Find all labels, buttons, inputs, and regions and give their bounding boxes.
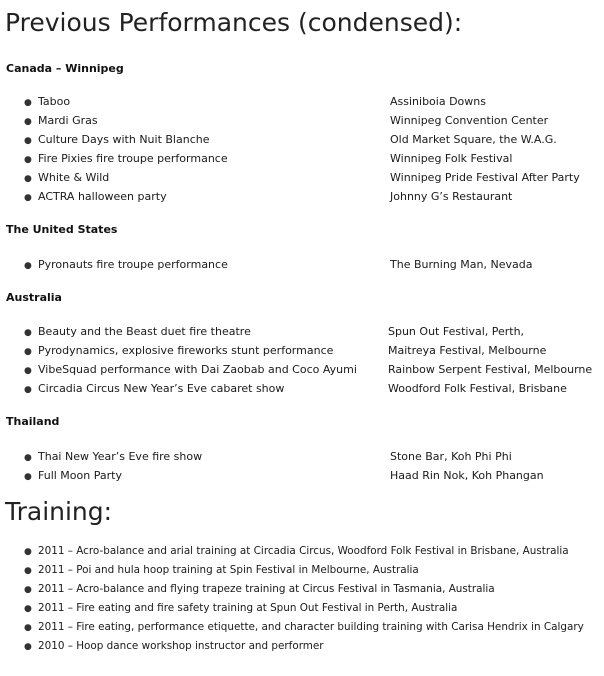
- bullet-icon: ●: [24, 261, 32, 271]
- event-place: Maitreya Festival, Melbourne: [388, 344, 547, 357]
- bullet-icon: ●: [24, 347, 32, 357]
- list-item: [24, 561, 419, 580]
- list-item: [24, 322, 525, 341]
- bullet-icon: ●: [24, 642, 32, 652]
- list-item: [24, 618, 584, 637]
- event-name: Mardi Gras: [38, 114, 98, 127]
- list-item: [24, 130, 557, 149]
- training-heading: Training:: [5, 497, 113, 526]
- bullet-icon: ●: [24, 98, 32, 108]
- event-place: Winnipeg Convention Center: [390, 114, 549, 127]
- training-item: 2011 – Fire eating and fire safety training at Spun Out Festival in Perth, Australia: [38, 602, 458, 614]
- event-place: Winnipeg Folk Festival: [390, 152, 513, 165]
- bullet-icon: ●: [24, 117, 32, 127]
- list-item: [24, 637, 324, 656]
- bullet-icon: ●: [24, 566, 32, 576]
- list-item: [24, 466, 544, 485]
- bullet-icon: ●: [24, 174, 32, 184]
- bullet-icon: ●: [24, 604, 32, 614]
- bullet-icon: ●: [24, 155, 32, 165]
- event-name: Thai New Year’s Eve fire show: [38, 450, 203, 463]
- list-item: [24, 341, 547, 360]
- event-place: Woodford Folk Festival, Brisbane: [388, 382, 567, 395]
- bullet-icon: ●: [24, 547, 32, 557]
- bullet-icon: ●: [24, 328, 32, 338]
- list-item: [24, 447, 512, 466]
- list-item: [24, 599, 457, 618]
- list-item: [24, 168, 580, 187]
- list-item: [24, 149, 513, 168]
- event-name: Circadia Circus New Year’s Eve cabaret show: [38, 382, 285, 395]
- training-item: 2011 – Poi and hula hoop training at Spin Festival in Melbourne, Australia: [38, 564, 419, 576]
- bullet-icon: ●: [24, 193, 32, 203]
- bullet-icon: ●: [24, 623, 32, 633]
- event-name: Fire Pixies fire troupe performance: [38, 152, 228, 165]
- section-title-canada: Canada – Winnipeg: [6, 62, 124, 75]
- event-place: Spun Out Festival, Perth,: [388, 325, 525, 338]
- list-item: [24, 580, 495, 599]
- event-place: Old Market Square, the W.A.G.: [390, 133, 557, 146]
- list-item: [24, 379, 567, 398]
- training-item: 2011 – Fire eating, performance etiquette, and character building training with Carisa Hendrix in Calgary: [38, 621, 584, 633]
- event-name: VibeSquad performance with Dai Zaobab and Coco Ayumi: [38, 363, 357, 376]
- event-name: Pyrodynamics, explosive fireworks stunt performance: [38, 344, 334, 357]
- training-item: 2010 – Hoop dance workshop instructor and performer: [38, 640, 324, 652]
- list-item: [24, 255, 533, 274]
- bullet-icon: ●: [24, 472, 32, 482]
- event-place: Assiniboia Downs: [390, 95, 486, 108]
- section-title-thailand: Thailand: [6, 415, 60, 428]
- training-item: 2011 – Acro-balance and arial training at Circadia Circus, Woodford Folk Festival in Brisbane, Australia: [38, 545, 569, 557]
- performances-heading: Previous Performances (condensed):: [5, 8, 463, 37]
- event-place: The Burning Man, Nevada: [390, 258, 533, 271]
- bullet-icon: ●: [24, 585, 32, 595]
- event-name: ACTRA halloween party: [38, 190, 167, 203]
- event-name: Culture Days with Nuit Blanche: [38, 133, 210, 146]
- list-item: [24, 111, 549, 130]
- bullet-icon: ●: [24, 136, 32, 146]
- section-title-australia: Australia: [6, 291, 62, 304]
- event-name: Pyronauts fire troupe performance: [38, 258, 228, 271]
- bullet-icon: ●: [24, 366, 32, 376]
- list-item: [24, 187, 513, 206]
- event-place: Winnipeg Pride Festival After Party: [390, 171, 580, 184]
- list-item: [24, 360, 593, 379]
- event-name: Taboo: [38, 95, 71, 108]
- event-name: Full Moon Party: [38, 469, 122, 482]
- list-item: [24, 542, 569, 561]
- event-name: White & Wild: [38, 171, 110, 184]
- event-name: Beauty and the Beast duet fire theatre: [38, 325, 251, 338]
- event-place: Stone Bar, Koh Phi Phi: [390, 450, 512, 463]
- training-item: 2011 – Acro-balance and flying trapeze training at Circus Festival in Tasmania, Australia: [38, 583, 495, 595]
- bullet-icon: ●: [24, 453, 32, 463]
- list-item: [24, 92, 486, 111]
- bullet-icon: ●: [24, 385, 32, 395]
- section-title-united-states: The United States: [6, 223, 118, 236]
- event-place: Haad Rin Nok, Koh Phangan: [390, 469, 544, 482]
- event-place: Rainbow Serpent Festival, Melbourne: [388, 363, 593, 376]
- event-place: Johnny G’s Restaurant: [390, 190, 513, 203]
